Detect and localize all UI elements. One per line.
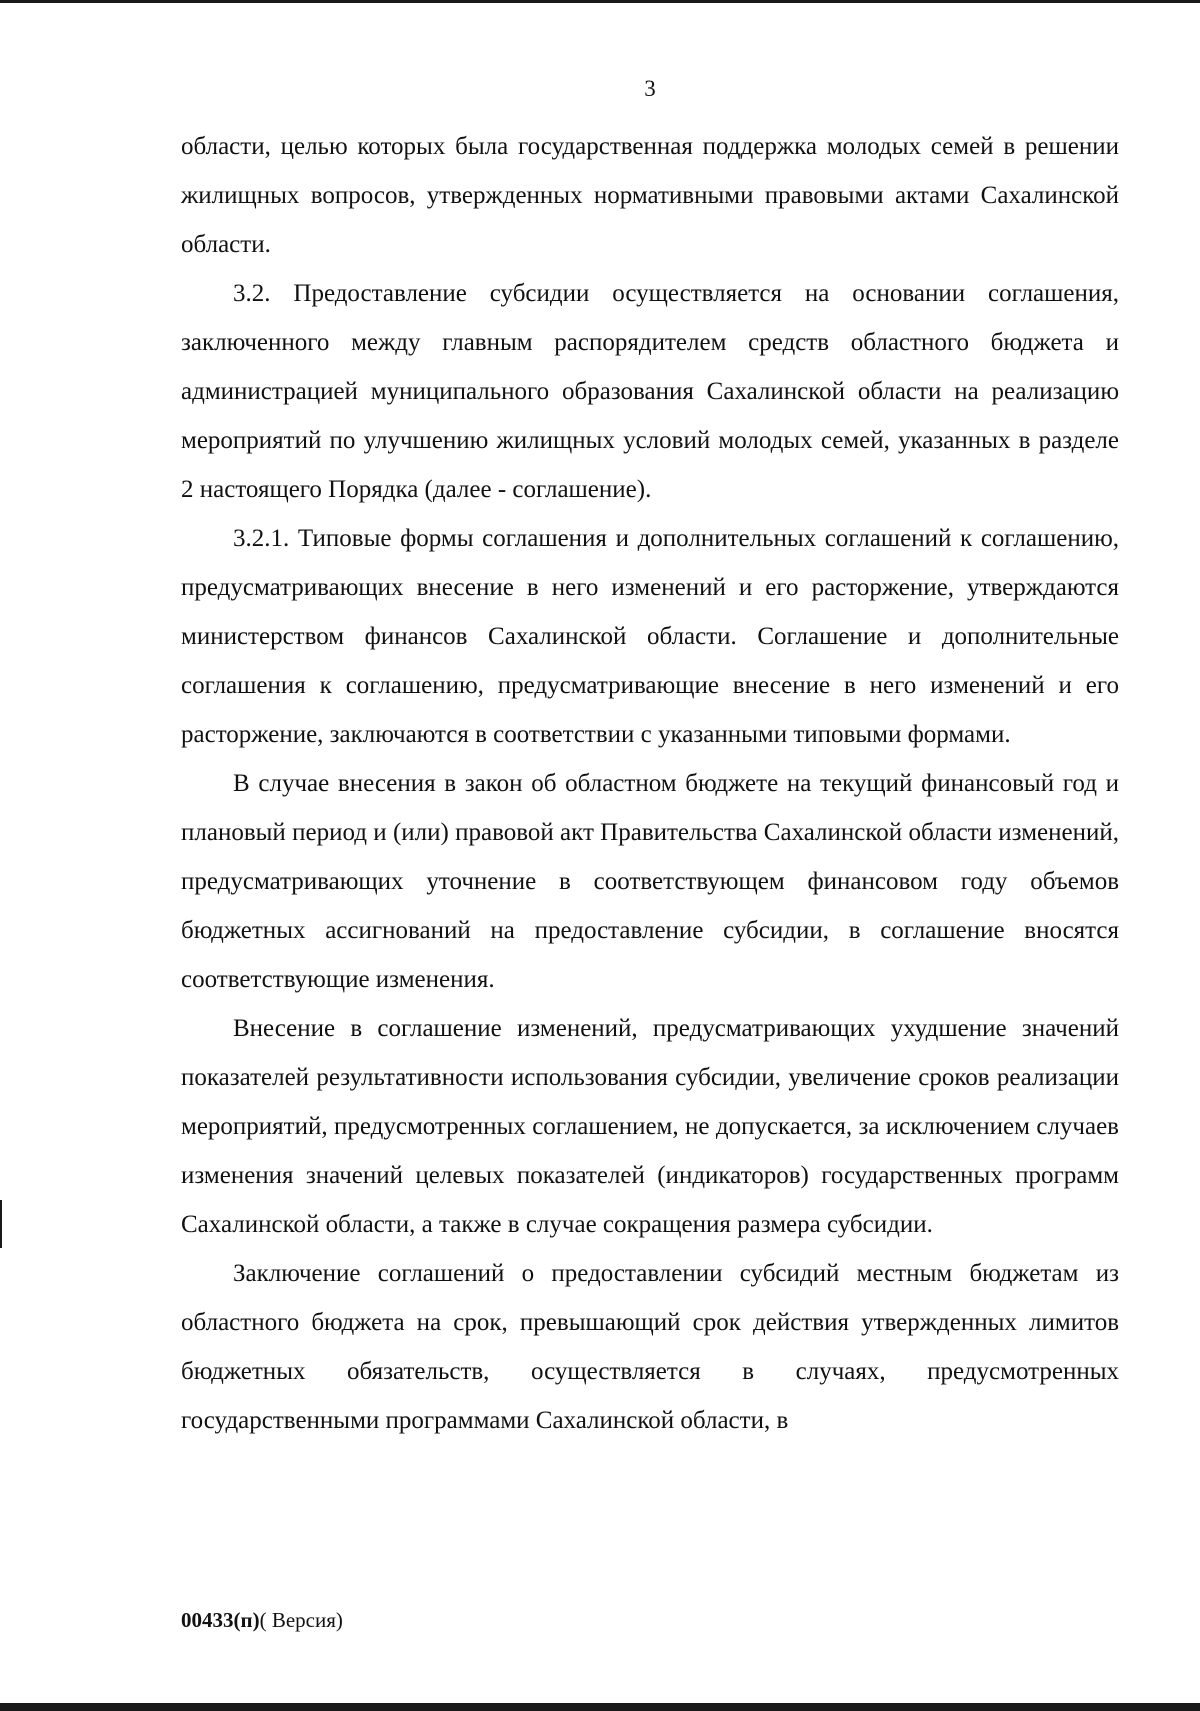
left-edge-mark — [0, 1200, 2, 1248]
paragraph-continuation: области, целью которых была государственная поддержка молодых семей в решении жилищных вопросов, утвержденных нормативными правовыми актами Сахалинской области. — [181, 133, 1119, 258]
document-version: ( Версия) — [259, 1608, 343, 1632]
top-border — [0, 0, 1200, 3]
paragraph-budget-changes: В случае внесения в закон об областном бюджете на текущий финансовый год и плановый период и (или) правовой акт Правительства Сахалинской области изменений, предусматривающих уточнение в соответствующем финансовом году объемов бюджетных ассигнований на предоставление субсидии, в соглашение вносятся соответствующие изменения. — [181, 770, 1119, 993]
paragraph-3-2-1: 3.2.1. Типовые формы соглашения и дополнительных соглашений к соглашению, предусматривающих внесение в него изменений и его расторжение, утверждаются министерством финансов Сахалинской области. Соглашение и дополнительные соглашения к соглашению, предусматривающие внесение в него изменений и его расторжение, заключаются в соответствии с указанными типовыми формами. — [181, 525, 1119, 748]
paragraph-3-2: 3.2. Предоставление субсидии осуществляется на основании соглашения, заключенного между главным распорядителем средств областного бюджета и администрацией муниципального образования Сахалинской области на реализацию мероприятий по улучшению жилищных условий молодых семей, указанных в разделе 2 настоящего Порядка (далее - соглашение). — [181, 280, 1119, 503]
paragraph-amendments: Внесение в соглашение изменений, предусматривающих ухудшение значений показателей результативности использования субсидии, увеличение сроков реализации мероприятий, предусмотренных соглашением, не допускается, за исключением случаев изменения значений целевых показателей (индикаторов) государственных программ Сахалинской области, а также в случае сокращения размера субсидии. — [181, 1015, 1119, 1238]
bottom-border — [0, 1703, 1200, 1711]
page-number: 3 — [644, 76, 656, 101]
body-text — [181, 122, 1119, 1445]
document-code: 00433(п) — [181, 1608, 260, 1632]
document-footer-code — [181, 1608, 343, 1633]
paragraph-agreement-terms: Заключение соглашений о предоставлении субсидий местным бюджетам из областного бюджета на срок, превышающий срок действия утвержденных лимитов бюджетных обязательств, осуществляется в случаях, предусмотренных государственными программами Сахалинской области, в — [181, 1260, 1119, 1434]
